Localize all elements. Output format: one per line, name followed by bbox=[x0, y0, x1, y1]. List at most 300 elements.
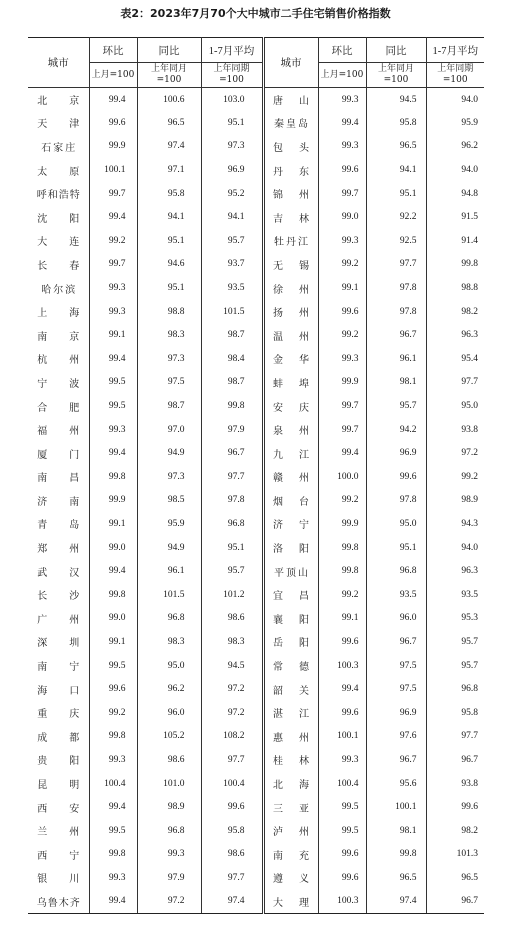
right-city-cell bbox=[263, 890, 325, 914]
left-yoy-index-value: 97.0 bbox=[137, 418, 201, 442]
table-row bbox=[28, 323, 484, 347]
right-yoy-index-value: 96.7 bbox=[366, 748, 426, 772]
left-city-cell bbox=[28, 205, 102, 229]
city-name: 岳阳 bbox=[273, 638, 325, 650]
left-avg-index-value: 95.8 bbox=[201, 819, 263, 843]
table-row bbox=[28, 583, 484, 607]
right-yoy-index-value: 97.7 bbox=[366, 253, 426, 277]
right-city-cell bbox=[263, 701, 325, 725]
table-row bbox=[28, 536, 484, 560]
right-mom-index-value: 99.2 bbox=[318, 489, 366, 513]
left-avg-index-value: 95.7 bbox=[201, 229, 263, 253]
city-name: 南充 bbox=[273, 850, 325, 862]
right-avg-index-value: 99.6 bbox=[461, 802, 478, 813]
left-mom-index-value: 99.3 bbox=[89, 866, 137, 890]
left-avg-index-value: 95.7 bbox=[201, 559, 263, 583]
left-avg-index-value: 98.6 bbox=[201, 843, 263, 867]
city-name: 成都 bbox=[37, 732, 102, 744]
right-mom-index-value: 100.1 bbox=[318, 725, 366, 749]
left-yoy-index-value: 101.5 bbox=[137, 583, 201, 607]
right-avg-index-value: 96.3 bbox=[461, 566, 478, 577]
city-name: 杭州 bbox=[37, 355, 102, 367]
table-row bbox=[28, 725, 484, 749]
left-mom-index-value: 99.0 bbox=[89, 536, 137, 560]
table-row bbox=[28, 607, 484, 631]
left-avg-index-value: 97.2 bbox=[201, 701, 263, 725]
city-name: 西安 bbox=[37, 803, 102, 815]
left-mom-index-value: 99.7 bbox=[89, 182, 137, 206]
left-avg-index-value: 97.7 bbox=[201, 465, 263, 489]
left-mom-column-header: 环比 bbox=[89, 38, 137, 63]
city-name: 南昌 bbox=[37, 473, 102, 485]
right-mom-index-value: 99.6 bbox=[318, 158, 366, 182]
left-yoy-index-value: 105.2 bbox=[137, 725, 201, 749]
left-avg-index-value: 98.6 bbox=[201, 607, 263, 631]
right-avg-index-value: 93.5 bbox=[461, 589, 478, 600]
right-avg-index-value: 98.2 bbox=[461, 825, 478, 836]
city-name: 武汉 bbox=[37, 567, 102, 579]
table-row bbox=[28, 677, 484, 701]
city-name: 哈尔滨 bbox=[41, 284, 78, 296]
left-mom-index-value: 99.5 bbox=[89, 654, 137, 678]
left-avg-column-header: 1-7月平均 bbox=[201, 38, 263, 63]
right-city-cell bbox=[263, 300, 325, 324]
right-yoy-index-value: 95.8 bbox=[366, 111, 426, 135]
left-avg-index-value: 101.2 bbox=[201, 583, 263, 607]
right-avg-index-value: 94.0 bbox=[461, 94, 478, 105]
left-avg-index-value: 97.4 bbox=[201, 890, 263, 914]
right-city-cell bbox=[263, 630, 325, 654]
left-avg-index-value: 95.1 bbox=[201, 536, 263, 560]
right-avg-index-value: 98.2 bbox=[461, 306, 478, 317]
right-yoy-index-value: 96.5 bbox=[366, 135, 426, 159]
right-avg-index-value: 101.3 bbox=[456, 849, 478, 860]
city-name: 洛阳 bbox=[273, 544, 325, 556]
right-yoy-index-value: 98.1 bbox=[366, 371, 426, 395]
city-name: 赣州 bbox=[273, 473, 325, 485]
right-yoy-index-value: 95.0 bbox=[366, 512, 426, 536]
right-yoy-index-value: 99.6 bbox=[366, 465, 426, 489]
right-city-cell bbox=[263, 347, 325, 371]
left-mom-index-value: 99.2 bbox=[89, 229, 137, 253]
right-avg-index-value: 95.9 bbox=[461, 117, 478, 128]
city-name: 徐州 bbox=[273, 284, 325, 296]
table-row bbox=[28, 748, 484, 772]
left-yoy-index-value: 94.6 bbox=[137, 253, 201, 277]
left-yoy-index-value: 97.9 bbox=[137, 866, 201, 890]
left-city-cell bbox=[28, 253, 102, 277]
right-yoy-index-value: 96.8 bbox=[366, 559, 426, 583]
city-name: 平顶山 bbox=[274, 567, 310, 579]
city-name: 金华 bbox=[273, 355, 325, 367]
left-avg-index-value: 97.8 bbox=[201, 489, 263, 513]
city-name: 九江 bbox=[273, 449, 325, 461]
right-city-cell bbox=[263, 371, 325, 395]
city-name: 包头 bbox=[273, 142, 325, 154]
left-mom-index-value: 99.4 bbox=[89, 890, 137, 914]
right-avg-index-value: 96.5 bbox=[461, 872, 478, 883]
left-city-cell bbox=[28, 559, 102, 583]
right-mom-index-value: 100.3 bbox=[318, 654, 366, 678]
left-mom-index-value: 99.4 bbox=[89, 559, 137, 583]
city-name: 安庆 bbox=[273, 402, 325, 414]
table-row bbox=[28, 843, 484, 867]
right-mom-index-value: 99.9 bbox=[318, 371, 366, 395]
city-name: 遵义 bbox=[273, 874, 325, 886]
table-row bbox=[28, 890, 484, 914]
table-row bbox=[28, 111, 484, 135]
left-mom-index-value: 99.4 bbox=[89, 205, 137, 229]
right-city-cell bbox=[263, 512, 325, 536]
left-city-cell bbox=[28, 701, 102, 725]
right-city-cell bbox=[263, 725, 325, 749]
left-mom-index-value: 99.3 bbox=[89, 418, 137, 442]
city-name: 温州 bbox=[273, 331, 325, 343]
right-city-cell bbox=[263, 536, 325, 560]
right-yoy-index-value: 97.8 bbox=[366, 276, 426, 300]
right-avg-index-value: 96.3 bbox=[461, 330, 478, 341]
right-mom-index-value: 99.5 bbox=[318, 819, 366, 843]
table-row bbox=[28, 559, 484, 583]
right-city-cell bbox=[263, 654, 325, 678]
table-row bbox=[28, 489, 484, 513]
city-name: 上海 bbox=[37, 308, 102, 320]
left-mom-index-value: 99.5 bbox=[89, 819, 137, 843]
right-mom-index-value: 99.6 bbox=[318, 300, 366, 324]
city-name: 太原 bbox=[37, 166, 102, 178]
left-yoy-column-header: 同比 bbox=[137, 38, 201, 63]
right-avg-index-value: 96.2 bbox=[461, 141, 478, 152]
table-row bbox=[28, 253, 484, 277]
right-avg-index-value: 95.0 bbox=[461, 401, 478, 412]
right-mom-index-value: 99.3 bbox=[318, 88, 366, 112]
right-city-cell bbox=[263, 748, 325, 772]
left-mom-index-value: 99.5 bbox=[89, 394, 137, 418]
table-body bbox=[28, 88, 484, 914]
right-city-cell bbox=[263, 819, 325, 843]
right-city-cell bbox=[263, 205, 325, 229]
right-mom-index-value: 99.2 bbox=[318, 253, 366, 277]
right-avg-index-value: 94.0 bbox=[461, 165, 478, 176]
left-yoy-index-value: 96.1 bbox=[137, 559, 201, 583]
left-yoy-index-value: 99.3 bbox=[137, 843, 201, 867]
left-yoy-index-value: 98.9 bbox=[137, 795, 201, 819]
city-name: 锦州 bbox=[273, 190, 325, 202]
city-name: 湛江 bbox=[273, 709, 325, 721]
right-mom-base-cell bbox=[318, 63, 366, 88]
right-yoy-base-label: 上年同月=100 bbox=[377, 64, 414, 85]
left-yoy-index-value: 96.5 bbox=[137, 111, 201, 135]
right-city-cell bbox=[263, 677, 325, 701]
right-avg-index-value: 94.8 bbox=[461, 188, 478, 199]
right-mom-index-value: 99.9 bbox=[318, 512, 366, 536]
city-name: 桂林 bbox=[273, 756, 325, 768]
city-name: 秦皇岛 bbox=[274, 119, 310, 131]
table-row bbox=[28, 512, 484, 536]
right-yoy-index-value: 96.0 bbox=[366, 607, 426, 631]
city-name: 烟台 bbox=[273, 496, 325, 508]
right-yoy-index-value: 94.5 bbox=[366, 88, 426, 112]
right-city-cell bbox=[263, 465, 325, 489]
left-city-cell bbox=[28, 725, 102, 749]
left-city-cell bbox=[28, 182, 89, 206]
right-avg-base-label: 上年同期=100 bbox=[437, 64, 474, 85]
right-avg-index-value: 99.2 bbox=[461, 471, 478, 482]
city-name: 郑州 bbox=[37, 544, 102, 556]
right-city-cell bbox=[263, 135, 325, 159]
left-avg-index-value: 98.7 bbox=[201, 323, 263, 347]
left-mom-index-value: 99.4 bbox=[89, 795, 137, 819]
left-city-cell bbox=[28, 843, 102, 867]
right-city-cell bbox=[263, 843, 325, 867]
left-mom-index-value: 99.0 bbox=[89, 607, 137, 631]
left-mom-base-label: 上月=100 bbox=[91, 69, 135, 80]
right-mom-index-value: 99.3 bbox=[318, 347, 366, 371]
price-index-table bbox=[28, 37, 484, 914]
left-avg-index-value: 108.2 bbox=[201, 725, 263, 749]
right-avg-index-value: 96.8 bbox=[461, 684, 478, 695]
left-avg-index-value: 94.1 bbox=[201, 205, 263, 229]
right-mom-index-value: 100.3 bbox=[318, 890, 366, 914]
city-name: 牡丹江 bbox=[274, 237, 310, 249]
left-yoy-index-value: 95.0 bbox=[137, 654, 201, 678]
left-yoy-index-value: 97.3 bbox=[137, 347, 201, 371]
city-name: 海口 bbox=[37, 685, 102, 697]
city-name: 唐山 bbox=[273, 96, 325, 108]
city-name: 兰州 bbox=[37, 827, 102, 839]
table-row bbox=[28, 465, 484, 489]
left-yoy-index-value: 97.1 bbox=[137, 158, 201, 182]
right-city-cell bbox=[263, 229, 318, 253]
left-mom-index-value: 99.8 bbox=[89, 843, 137, 867]
city-name: 大理 bbox=[273, 897, 325, 909]
right-yoy-base-cell bbox=[366, 63, 426, 88]
right-avg-index-value: 96.7 bbox=[461, 754, 478, 765]
left-city-cell bbox=[28, 748, 102, 772]
city-name: 北海 bbox=[273, 780, 325, 792]
right-yoy-index-value: 97.8 bbox=[366, 300, 426, 324]
header-row-titles bbox=[28, 38, 484, 63]
city-name: 西宁 bbox=[37, 850, 102, 862]
city-name: 吉林 bbox=[273, 213, 325, 225]
left-mom-index-value: 99.1 bbox=[89, 630, 137, 654]
left-yoy-index-value: 95.8 bbox=[137, 182, 201, 206]
city-name: 蚌埠 bbox=[273, 378, 325, 390]
table-row bbox=[28, 418, 484, 442]
left-avg-index-value: 103.0 bbox=[201, 88, 263, 112]
left-mom-index-value: 100.1 bbox=[89, 158, 137, 182]
left-yoy-index-value: 98.5 bbox=[137, 489, 201, 513]
left-yoy-index-value: 94.9 bbox=[137, 536, 201, 560]
right-avg-index-value: 94.3 bbox=[461, 518, 478, 529]
city-name: 泉州 bbox=[273, 426, 325, 438]
right-city-cell bbox=[263, 489, 325, 513]
left-yoy-index-value: 94.1 bbox=[137, 205, 201, 229]
left-mom-index-value: 99.3 bbox=[89, 276, 137, 300]
left-yoy-index-value: 96.8 bbox=[137, 607, 201, 631]
left-avg-index-value: 97.7 bbox=[201, 748, 263, 772]
table-row bbox=[28, 630, 484, 654]
left-avg-index-value: 96.8 bbox=[201, 512, 263, 536]
city-name: 广州 bbox=[37, 614, 102, 626]
city-name: 北京 bbox=[37, 96, 102, 108]
right-mom-index-value: 99.4 bbox=[318, 677, 366, 701]
right-avg-index-value: 98.8 bbox=[461, 283, 478, 294]
right-yoy-index-value: 97.5 bbox=[366, 654, 426, 678]
right-city-cell bbox=[263, 276, 325, 300]
left-mom-index-value: 99.9 bbox=[89, 135, 137, 159]
city-name: 宁波 bbox=[37, 378, 102, 390]
left-city-cell bbox=[28, 111, 102, 135]
left-city-cell bbox=[28, 371, 102, 395]
right-avg-index-value: 95.7 bbox=[461, 660, 478, 671]
left-avg-base-cell bbox=[201, 63, 263, 88]
right-avg-index-value: 97.7 bbox=[461, 377, 478, 388]
right-yoy-index-value: 96.5 bbox=[366, 866, 426, 890]
right-avg-index-value: 91.5 bbox=[461, 212, 478, 223]
right-yoy-index-value: 96.7 bbox=[366, 630, 426, 654]
city-name: 三亚 bbox=[273, 803, 325, 815]
right-yoy-index-value: 94.1 bbox=[366, 158, 426, 182]
left-city-cell bbox=[28, 323, 102, 347]
left-mom-index-value: 99.8 bbox=[89, 583, 137, 607]
left-city-column-header: 城市 bbox=[28, 38, 89, 88]
left-yoy-index-value: 96.2 bbox=[137, 677, 201, 701]
left-avg-index-value: 101.5 bbox=[201, 300, 263, 324]
city-name: 无锡 bbox=[273, 260, 325, 272]
city-name: 扬州 bbox=[273, 308, 325, 320]
left-yoy-index-value: 98.3 bbox=[137, 630, 201, 654]
right-yoy-index-value: 95.7 bbox=[366, 394, 426, 418]
left-mom-index-value: 100.4 bbox=[89, 772, 137, 796]
left-yoy-base-cell bbox=[137, 63, 201, 88]
right-avg-index-value: 93.8 bbox=[461, 778, 478, 789]
city-name: 乌鲁木齐 bbox=[36, 897, 81, 909]
city-name: 厦门 bbox=[37, 449, 102, 461]
city-name: 天津 bbox=[37, 119, 102, 131]
left-avg-index-value: 96.9 bbox=[201, 158, 263, 182]
table-header bbox=[28, 38, 484, 88]
left-mom-index-value: 99.4 bbox=[89, 88, 137, 112]
left-avg-index-value: 99.8 bbox=[201, 394, 263, 418]
table-row bbox=[28, 819, 484, 843]
city-name: 呼和浩特 bbox=[36, 190, 81, 202]
left-yoy-index-value: 101.0 bbox=[137, 772, 201, 796]
left-yoy-index-value: 98.7 bbox=[137, 394, 201, 418]
left-city-cell bbox=[28, 890, 89, 914]
city-name: 长春 bbox=[37, 260, 102, 272]
left-city-cell bbox=[28, 795, 102, 819]
left-yoy-index-value: 95.1 bbox=[137, 276, 201, 300]
right-mom-index-value: 99.7 bbox=[318, 394, 366, 418]
right-mom-index-value: 99.6 bbox=[318, 701, 366, 725]
left-city-cell bbox=[28, 583, 102, 607]
table-row bbox=[28, 276, 484, 300]
left-city-cell bbox=[28, 654, 102, 678]
left-avg-index-value: 99.6 bbox=[201, 795, 263, 819]
right-avg-column-header: 1-7月平均 bbox=[426, 38, 484, 63]
left-avg-index-value: 97.3 bbox=[201, 135, 263, 159]
left-city-cell bbox=[28, 229, 102, 253]
right-avg-index-value: 91.4 bbox=[461, 235, 478, 246]
right-mom-index-value: 99.4 bbox=[318, 441, 366, 465]
city-name: 青岛 bbox=[37, 520, 102, 532]
left-city-cell bbox=[28, 135, 89, 159]
right-avg-index-value: 97.7 bbox=[461, 731, 478, 742]
left-city-cell bbox=[28, 512, 102, 536]
city-name: 常德 bbox=[273, 662, 325, 674]
right-city-cell bbox=[263, 607, 325, 631]
city-name: 合肥 bbox=[37, 402, 102, 414]
city-name: 石家庄 bbox=[41, 142, 78, 154]
right-mom-index-value: 99.7 bbox=[318, 418, 366, 442]
right-mom-base-label: 上月=100 bbox=[320, 69, 364, 80]
left-city-cell bbox=[28, 630, 102, 654]
right-yoy-index-value: 92.2 bbox=[366, 205, 426, 229]
left-mom-index-value: 99.6 bbox=[89, 111, 137, 135]
right-city-cell bbox=[263, 583, 325, 607]
table-row bbox=[28, 182, 484, 206]
city-name: 襄阳 bbox=[273, 614, 325, 626]
right-city-cell bbox=[263, 795, 325, 819]
left-yoy-index-value: 97.2 bbox=[137, 890, 201, 914]
left-avg-index-value: 97.9 bbox=[201, 418, 263, 442]
right-mom-index-value: 99.3 bbox=[318, 748, 366, 772]
left-city-cell bbox=[28, 772, 102, 796]
table-row bbox=[28, 441, 484, 465]
left-avg-index-value: 93.5 bbox=[201, 276, 263, 300]
left-yoy-index-value: 98.3 bbox=[137, 323, 201, 347]
city-name: 重庆 bbox=[37, 709, 102, 721]
city-name: 韶关 bbox=[273, 685, 325, 697]
right-city-cell bbox=[263, 158, 325, 182]
right-yoy-index-value: 95.1 bbox=[366, 536, 426, 560]
table-row bbox=[28, 88, 484, 112]
table-row bbox=[28, 300, 484, 324]
right-avg-index-value: 95.3 bbox=[461, 613, 478, 624]
right-avg-index-value: 93.8 bbox=[461, 424, 478, 435]
left-avg-base-label: 上年同期=100 bbox=[213, 64, 250, 85]
left-yoy-base-label: 上年同月=100 bbox=[150, 64, 187, 85]
table-row bbox=[28, 795, 484, 819]
left-city-cell bbox=[28, 866, 102, 890]
city-name: 丹东 bbox=[273, 166, 325, 178]
left-mom-index-value: 99.3 bbox=[89, 300, 137, 324]
right-yoy-column-header: 同比 bbox=[366, 38, 426, 63]
table-row bbox=[28, 158, 484, 182]
left-yoy-index-value: 96.0 bbox=[137, 701, 201, 725]
city-name: 济南 bbox=[37, 496, 102, 508]
city-name: 宜昌 bbox=[273, 591, 325, 603]
left-yoy-index-value: 97.5 bbox=[137, 371, 201, 395]
left-mom-index-value: 99.8 bbox=[89, 465, 137, 489]
left-city-cell bbox=[28, 276, 89, 300]
right-yoy-index-value: 97.4 bbox=[366, 890, 426, 914]
table-row bbox=[28, 701, 484, 725]
city-name: 济宁 bbox=[273, 520, 325, 532]
left-avg-index-value: 98.4 bbox=[201, 347, 263, 371]
right-mom-index-value: 99.4 bbox=[318, 111, 366, 135]
right-city-cell bbox=[263, 323, 325, 347]
right-mom-index-value: 99.1 bbox=[318, 607, 366, 631]
table-row bbox=[28, 229, 484, 253]
left-mom-index-value: 99.5 bbox=[89, 371, 137, 395]
right-mom-index-value: 99.2 bbox=[318, 583, 366, 607]
right-city-cell bbox=[263, 559, 318, 583]
left-city-cell bbox=[28, 465, 102, 489]
left-mom-index-value: 99.3 bbox=[89, 748, 137, 772]
city-name: 南宁 bbox=[37, 662, 102, 674]
